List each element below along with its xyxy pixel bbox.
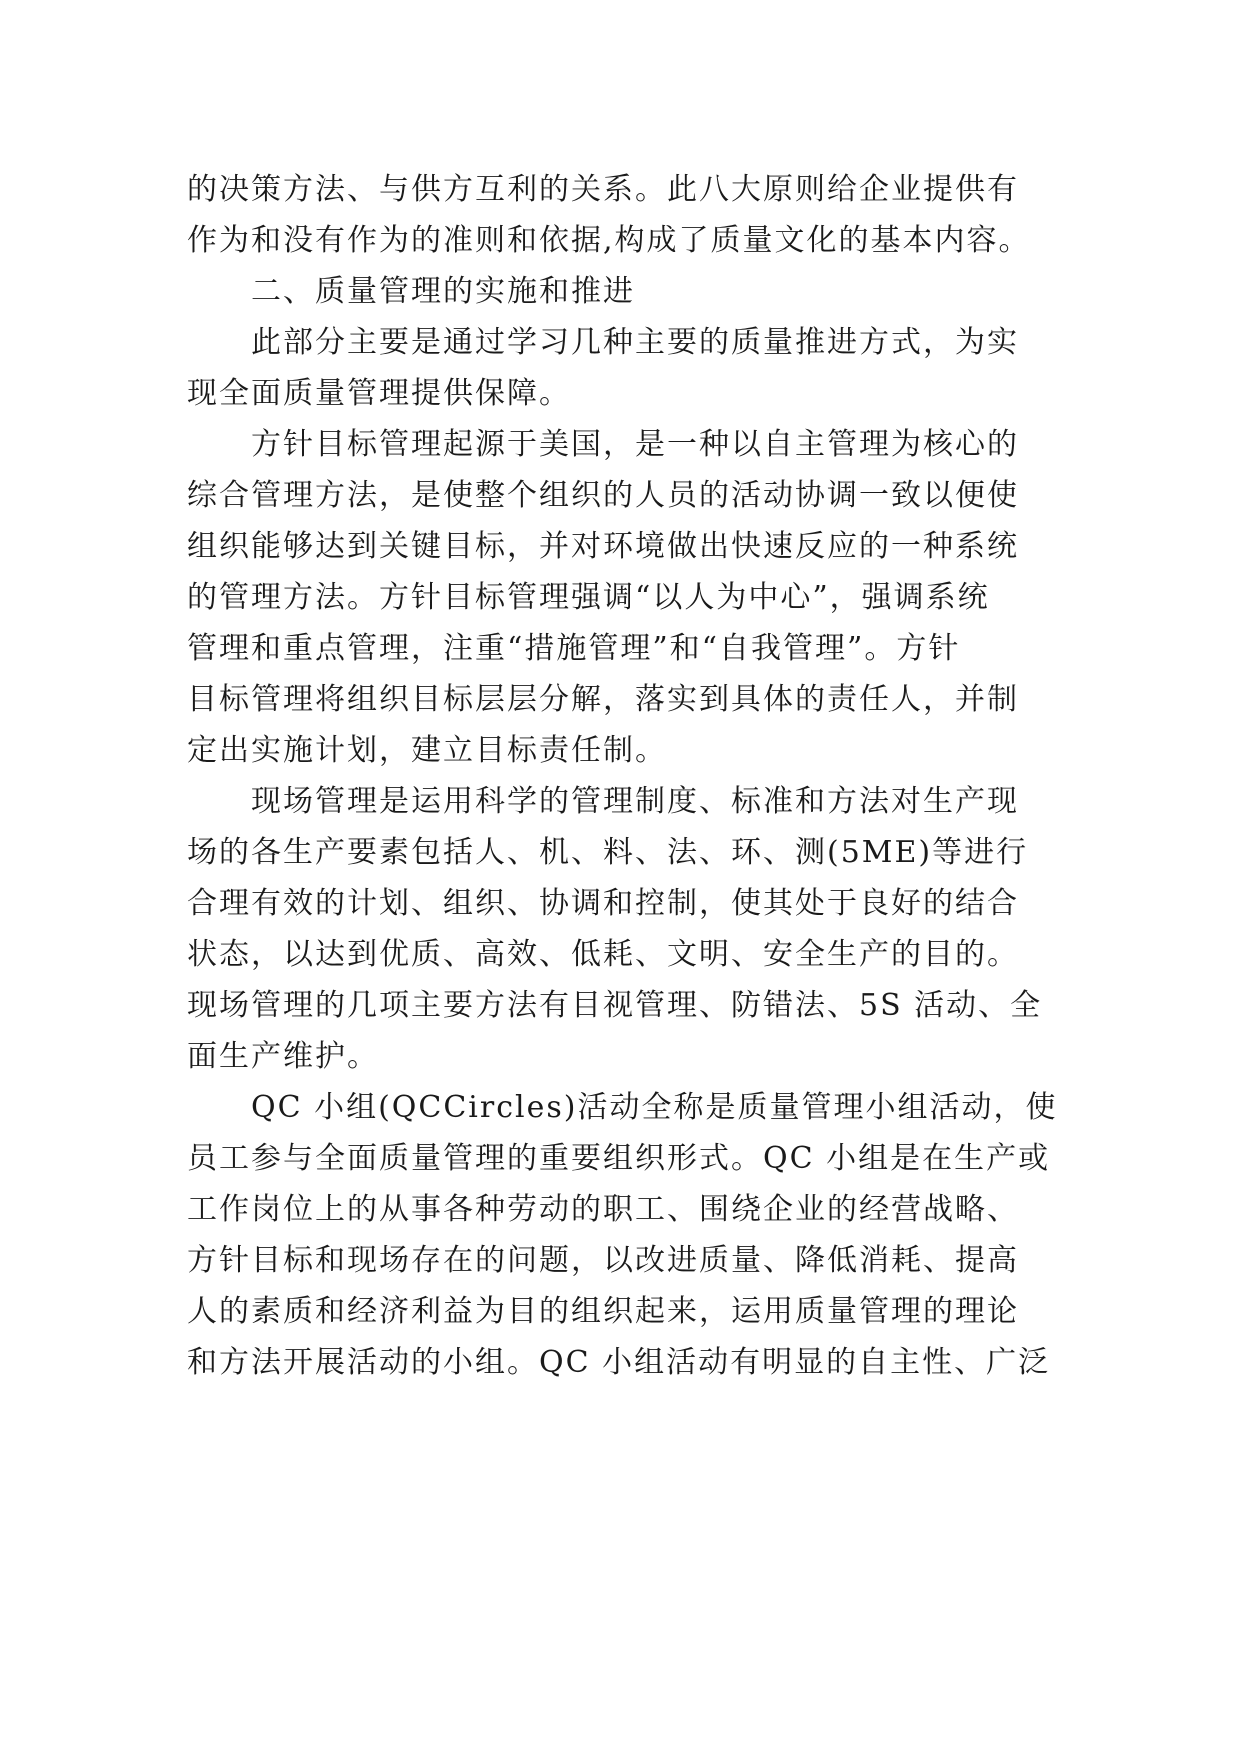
text-line: 和方法开展活动的小组。QC 小组活动有明显的自主性、广泛 [187, 1345, 1051, 1380]
text-line: 状态，以达到优质、高效、低耗、文明、安全生产的目的。 [187, 937, 1019, 972]
text-line: 管理和重点管理，注重“措施管理”和“自我管理”。方针 [187, 631, 961, 666]
section-heading: 二、质量管理的实施和推进 [251, 274, 635, 309]
text-line: 方针目标和现场存在的问题，以改进质量、降低消耗、提高 [187, 1243, 1019, 1278]
text-line: 作为和没有作为的准则和依据,构成了质量文化的基本内容。 [187, 223, 1031, 258]
text-line: 定出实施计划，建立目标责任制。 [187, 733, 667, 768]
document-body [187, 164, 1067, 1388]
text-line: 合理有效的计划、组织、协调和控制，使其处于良好的结合 [187, 886, 1019, 921]
text-line: 现场管理是运用科学的管理制度、标准和方法对生产现 [251, 784, 1019, 819]
text-line: 方针目标管理起源于美国，是一种以自主管理为核心的 [251, 427, 1019, 462]
text-line: QC 小组(QCCircles)活动全称是质量管理小组活动，使 [251, 1090, 1058, 1125]
text-line: 现场管理的几项主要方法有目视管理、防错法、5S 活动、全 [187, 988, 1043, 1023]
text-line: 人的素质和经济利益为目的组织起来，运用质量管理的理论 [187, 1294, 1019, 1329]
text-line: 的管理方法。方针目标管理强调“以人为中心”，强调系统 [187, 580, 990, 615]
text-line: 员工参与全面质量管理的重要组织形式。QC 小组是在生产或 [187, 1141, 1051, 1176]
text-line: 综合管理方法，是使整个组织的人员的活动协调一致以便使 [187, 478, 1019, 513]
text-line: 此部分主要是通过学习几种主要的质量推进方式，为实 [251, 325, 1019, 360]
text-line: 的决策方法、与供方互利的关系。此八大原则给企业提供有 [187, 172, 1019, 207]
text-line: 面生产维护。 [187, 1039, 379, 1074]
text-line: 场的各生产要素包括人、机、料、法、环、测(5ME)等进行 [187, 835, 1029, 870]
text-line: 目标管理将组织目标层层分解，落实到具体的责任人，并制 [187, 682, 1019, 717]
text-line: 现全面质量管理提供保障。 [187, 376, 571, 411]
text-line: 工作岗位上的从事各种劳动的职工、围绕企业的经营战略、 [187, 1192, 1019, 1227]
text-line: 组织能够达到关键目标，并对环境做出快速反应的一种系统 [187, 529, 1019, 564]
